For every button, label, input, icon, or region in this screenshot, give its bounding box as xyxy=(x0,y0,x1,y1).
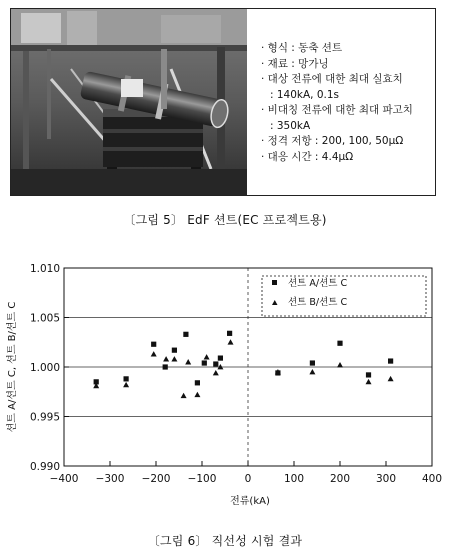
series-a-point xyxy=(366,372,371,377)
data-points xyxy=(93,331,393,398)
figure-5-caption: 〔그림 5〕 EdF 션트(EC 프로젝트용) xyxy=(123,213,327,227)
series-a-point xyxy=(172,348,177,353)
legend-square-marker xyxy=(272,280,277,285)
spec-max-rms-value: : 140kA, 0.1s xyxy=(270,88,340,101)
spec-rated-resistance: · 정격 저항 : 200, 100, 50μΩ xyxy=(261,135,404,147)
series-a-point xyxy=(195,380,200,385)
x-tick-label: 400 xyxy=(421,473,443,485)
series-a-point xyxy=(227,331,232,336)
spec-max-peak-value: : 350kA xyxy=(270,119,311,132)
y-tick-label: 1.000 xyxy=(29,362,60,374)
series-b-point xyxy=(171,356,177,361)
series-b-point xyxy=(151,351,157,356)
series-b-point xyxy=(337,362,343,367)
spec-max-peak: · 비대칭 전류에 대한 최대 파고치 xyxy=(261,104,413,116)
spec-response-time: · 대응 시간 : 4.4μΩ xyxy=(261,150,354,163)
y-tick-label: 0.990 xyxy=(29,461,60,473)
y-tick-label: 1.005 xyxy=(29,312,60,325)
x-tick-label: 300 xyxy=(375,473,397,485)
series-a-point xyxy=(218,355,223,360)
series-b-point xyxy=(213,370,219,375)
spec-material: · 재료 : 망가닝 xyxy=(261,57,329,70)
series-b-point xyxy=(194,392,200,397)
x-tick-label: −300 xyxy=(95,473,125,485)
series-b-point xyxy=(181,393,187,398)
series-b-point xyxy=(388,376,394,381)
legend xyxy=(262,276,426,316)
series-b-point xyxy=(185,359,191,364)
y-tick-label: 0.995 xyxy=(29,411,60,424)
series-a-point xyxy=(151,342,156,347)
x-tick-label: −200 xyxy=(141,473,171,485)
legend-label-series-a: 션트 A/션트 C xyxy=(288,278,348,289)
series-a-point xyxy=(337,341,342,346)
series-b-point xyxy=(123,382,129,387)
series-b-point xyxy=(204,354,210,359)
x-axis-title: 전류(kA) xyxy=(230,496,270,507)
series-a-point xyxy=(310,360,315,365)
series-a-point xyxy=(124,376,129,381)
x-tick-label: 100 xyxy=(283,473,305,485)
spec-type: · 형식 : 동축 션트 xyxy=(261,42,343,54)
spec-max-rms: · 대상 전류에 대한 최대 실효치 xyxy=(261,73,403,85)
series-a-point xyxy=(388,358,393,363)
y-tick-label: 1.010 xyxy=(29,263,60,275)
figure-5-panel xyxy=(10,8,436,196)
shunt-photo xyxy=(11,9,247,195)
linearity-chart xyxy=(0,258,450,528)
series-b-point xyxy=(228,339,234,344)
x-tick-label: −400 xyxy=(49,473,79,485)
shunt-spec-list xyxy=(261,41,433,165)
series-a-point xyxy=(213,361,218,366)
legend-label-series-b: 션트 B/션트 C xyxy=(288,297,348,308)
figure-6-caption: 〔그림 6〕 직선성 시험 결과 xyxy=(147,534,303,548)
series-a-point xyxy=(202,360,207,365)
y-axis-title: 션트 A/션트 C, 션트 B/션트 C xyxy=(7,301,18,433)
series-b-point xyxy=(366,379,372,384)
series-a-point xyxy=(163,364,168,369)
series-b-point xyxy=(163,356,169,361)
series-b-point xyxy=(309,369,315,374)
x-tick-label: −100 xyxy=(187,473,217,485)
series-a-point xyxy=(183,332,188,337)
x-tick-label: 0 xyxy=(244,473,252,485)
x-tick-label: 200 xyxy=(329,473,351,485)
